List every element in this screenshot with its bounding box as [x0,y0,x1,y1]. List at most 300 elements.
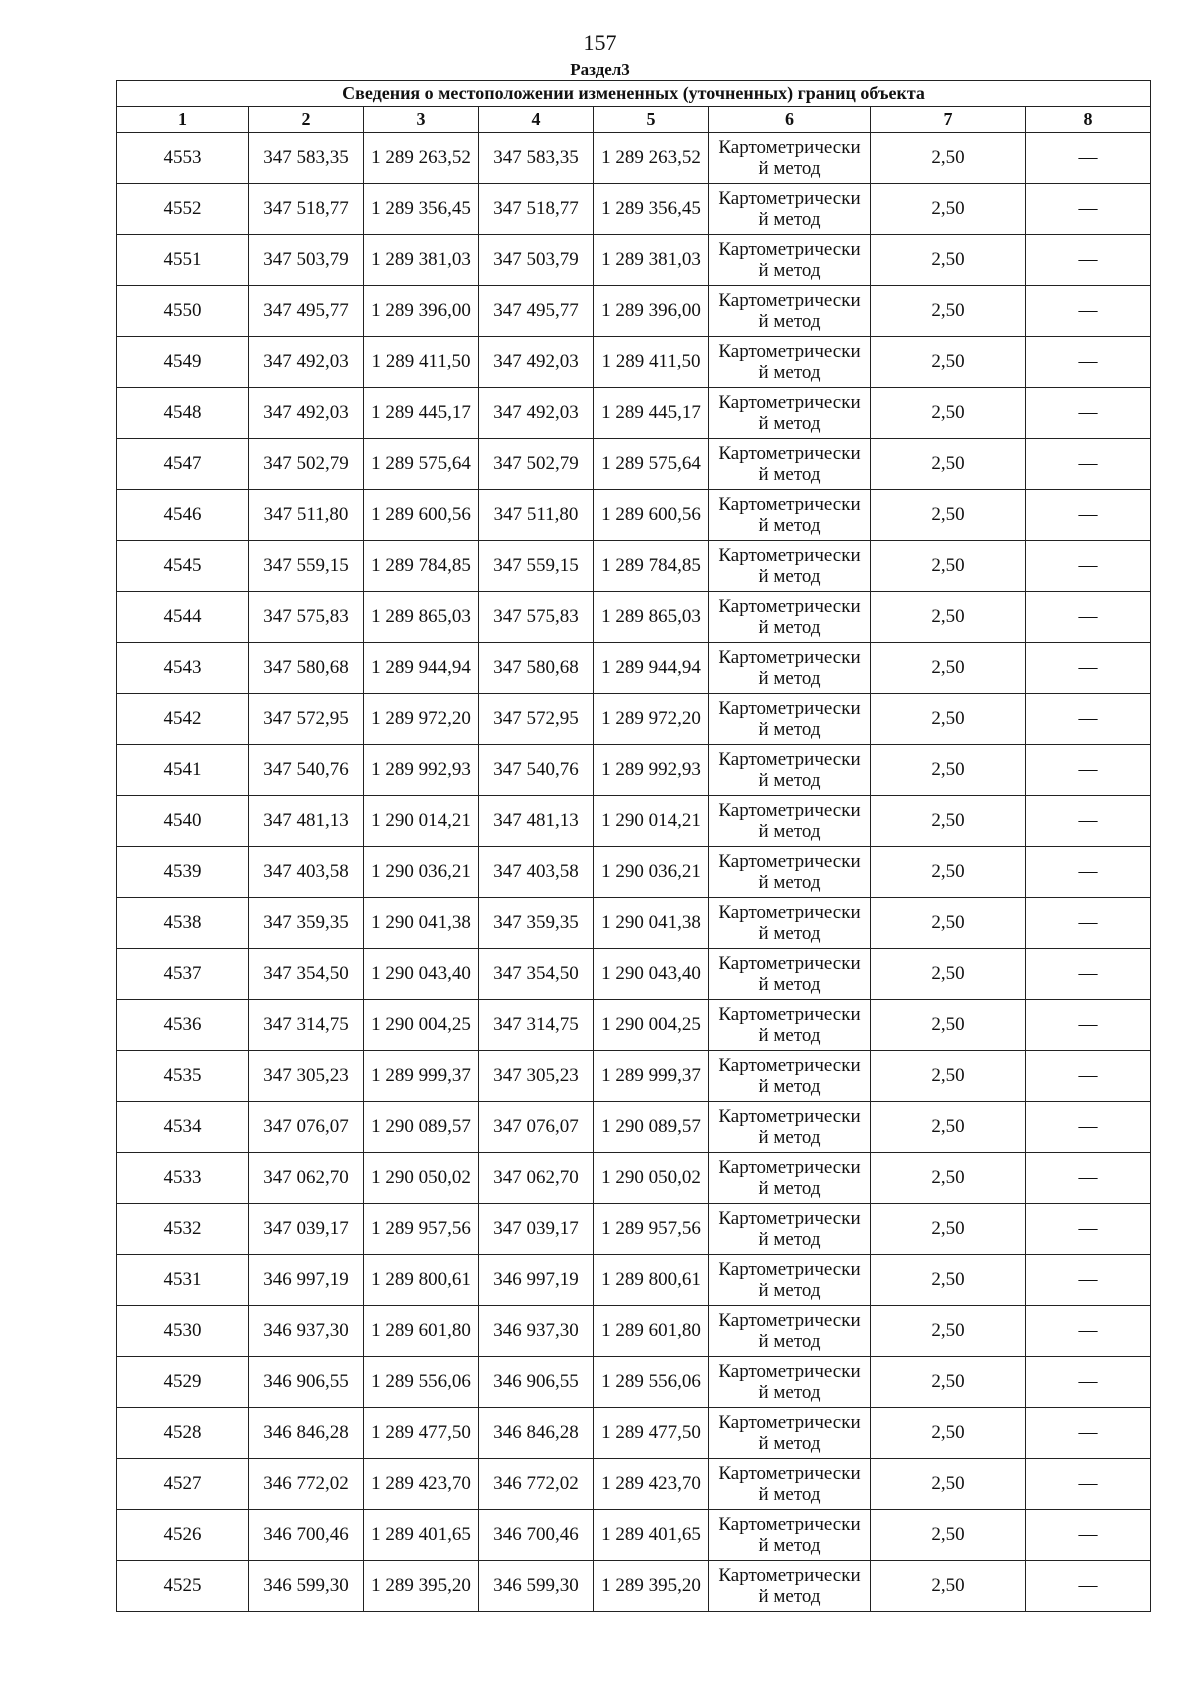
method-text: й метод [758,311,821,332]
table-row [117,439,1151,490]
method-cell [709,1510,871,1561]
method-text: Картометрически [718,1310,861,1331]
note-cell: — [1026,388,1151,439]
accuracy-cell: 2,50 [871,235,1026,286]
coord-x-new-cell: 347 354,50 [479,949,594,1000]
coord-x-new-cell: 346 937,30 [479,1306,594,1357]
point-number-cell: 4536 [117,1000,249,1051]
coord-x-existing-cell: 346 599,30 [249,1561,364,1612]
coord-y-existing-cell: 1 289 601,80 [364,1306,479,1357]
method-cell [709,286,871,337]
point-number-cell: 4535 [117,1051,249,1102]
coord-y-existing-cell: 1 289 445,17 [364,388,479,439]
coord-y-new-cell: 1 290 041,38 [594,898,709,949]
method-text: й метод [758,719,821,740]
coord-x-existing-cell: 347 511,80 [249,490,364,541]
method-cell [709,1357,871,1408]
point-number-cell: 4531 [117,1255,249,1306]
table-row [117,898,1151,949]
method-text: й метод [758,1433,821,1454]
point-number-cell: 4529 [117,1357,249,1408]
coord-y-new-cell: 1 290 043,40 [594,949,709,1000]
note-cell: — [1026,490,1151,541]
point-number-cell: 4548 [117,388,249,439]
coord-x-existing-cell: 347 492,03 [249,337,364,388]
method-text: Картометрически [718,1259,861,1280]
method-text: Картометрически [718,494,861,515]
coord-x-new-cell: 347 572,95 [479,694,594,745]
accuracy-cell: 2,50 [871,643,1026,694]
note-cell: — [1026,1561,1151,1612]
table-row [117,694,1151,745]
table-row [117,1255,1151,1306]
note-cell: — [1026,286,1151,337]
coord-x-new-cell: 347 039,17 [479,1204,594,1255]
point-number-cell: 4551 [117,235,249,286]
point-number-cell: 4534 [117,1102,249,1153]
coord-x-existing-cell: 347 354,50 [249,949,364,1000]
point-number-cell: 4553 [117,133,249,184]
table-row [117,1408,1151,1459]
note-cell: — [1026,133,1151,184]
method-text: Картометрически [718,749,861,770]
accuracy-cell: 2,50 [871,796,1026,847]
coord-x-new-cell: 346 906,55 [479,1357,594,1408]
coord-x-existing-cell: 347 492,03 [249,388,364,439]
coord-y-existing-cell: 1 290 043,40 [364,949,479,1000]
method-text: Картометрически [718,1106,861,1127]
coord-x-new-cell: 347 540,76 [479,745,594,796]
coord-x-existing-cell: 347 481,13 [249,796,364,847]
coord-x-new-cell: 346 997,19 [479,1255,594,1306]
method-cell [709,1459,871,1510]
note-cell: — [1026,1459,1151,1510]
coord-x-new-cell: 347 495,77 [479,286,594,337]
column-number-header: 3 [364,107,479,133]
method-cell [709,1000,871,1051]
coord-x-existing-cell: 346 997,19 [249,1255,364,1306]
coord-x-new-cell: 347 481,13 [479,796,594,847]
table-row [117,286,1151,337]
accuracy-cell: 2,50 [871,694,1026,745]
column-number-header: 5 [594,107,709,133]
coord-y-existing-cell: 1 289 784,85 [364,541,479,592]
column-number-header: 8 [1026,107,1151,133]
method-text: й метод [758,1586,821,1607]
method-cell [709,1255,871,1306]
column-number-header: 1 [117,107,249,133]
method-text: Картометрически [718,1157,861,1178]
method-cell [709,1204,871,1255]
coord-x-existing-cell: 346 846,28 [249,1408,364,1459]
accuracy-cell: 2,50 [871,490,1026,541]
coord-y-new-cell: 1 289 944,94 [594,643,709,694]
table-row [117,745,1151,796]
method-text: й метод [758,1382,821,1403]
coord-y-new-cell: 1 289 395,20 [594,1561,709,1612]
point-number-cell: 4538 [117,898,249,949]
table-row [117,541,1151,592]
method-text: Картометрически [718,902,861,923]
point-number-cell: 4530 [117,1306,249,1357]
section-title: Раздел3 [570,60,630,79]
coord-x-new-cell: 347 583,35 [479,133,594,184]
coord-y-new-cell: 1 289 600,56 [594,490,709,541]
coord-y-new-cell: 1 290 004,25 [594,1000,709,1051]
method-text: Картометрически [718,1463,861,1484]
method-cell [709,133,871,184]
method-text: й метод [758,1280,821,1301]
coord-y-existing-cell: 1 289 800,61 [364,1255,479,1306]
accuracy-cell: 2,50 [871,1306,1026,1357]
note-cell: — [1026,898,1151,949]
accuracy-cell: 2,50 [871,949,1026,1000]
coord-x-existing-cell: 347 583,35 [249,133,364,184]
method-text: Картометрически [718,341,861,362]
table-row [117,1459,1151,1510]
coord-y-new-cell: 1 290 089,57 [594,1102,709,1153]
table-row [117,1357,1151,1408]
method-text: й метод [758,566,821,587]
method-text: Картометрически [718,647,861,668]
note-cell: — [1026,184,1151,235]
point-number-cell: 4540 [117,796,249,847]
coord-y-new-cell: 1 289 396,00 [594,286,709,337]
coord-y-new-cell: 1 289 972,20 [594,694,709,745]
method-text: Картометрически [718,392,861,413]
note-cell: — [1026,1408,1151,1459]
coord-x-new-cell: 347 359,35 [479,898,594,949]
note-cell: — [1026,796,1151,847]
coord-y-new-cell: 1 289 381,03 [594,235,709,286]
note-cell: — [1026,1357,1151,1408]
method-text: й метод [758,209,821,230]
method-cell [709,541,871,592]
note-cell: — [1026,1051,1151,1102]
coord-y-new-cell: 1 289 957,56 [594,1204,709,1255]
coord-y-existing-cell: 1 290 050,02 [364,1153,479,1204]
coord-y-existing-cell: 1 289 401,65 [364,1510,479,1561]
method-text: Картометрически [718,800,861,821]
coord-y-new-cell: 1 289 556,06 [594,1357,709,1408]
coord-x-existing-cell: 347 575,83 [249,592,364,643]
accuracy-cell: 2,50 [871,1051,1026,1102]
method-text: й метод [758,515,821,536]
method-text: й метод [758,974,821,995]
coord-y-existing-cell: 1 289 992,93 [364,745,479,796]
table-row [117,592,1151,643]
method-text: й метод [758,872,821,893]
method-text: Картометрически [718,1412,861,1433]
coord-y-new-cell: 1 289 445,17 [594,388,709,439]
method-cell [709,439,871,490]
point-number-cell: 4545 [117,541,249,592]
coord-y-new-cell: 1 289 477,50 [594,1408,709,1459]
accuracy-cell: 2,50 [871,898,1026,949]
note-cell: — [1026,1510,1151,1561]
method-cell [709,235,871,286]
accuracy-cell: 2,50 [871,286,1026,337]
note-cell: — [1026,949,1151,1000]
method-text: й метод [758,260,821,281]
method-text: й метод [758,668,821,689]
method-text: Картометрически [718,1004,861,1025]
table-row [117,1153,1151,1204]
coord-x-existing-cell: 347 076,07 [249,1102,364,1153]
coord-y-new-cell: 1 290 036,21 [594,847,709,898]
method-text: Картометрически [718,953,861,974]
coord-y-existing-cell: 1 289 972,20 [364,694,479,745]
table-row [117,133,1151,184]
accuracy-cell: 2,50 [871,1255,1026,1306]
coord-y-existing-cell: 1 290 089,57 [364,1102,479,1153]
column-number-header: 7 [871,107,1026,133]
coord-y-existing-cell: 1 289 396,00 [364,286,479,337]
coord-y-new-cell: 1 289 423,70 [594,1459,709,1510]
note-cell: — [1026,1102,1151,1153]
point-number-cell: 4550 [117,286,249,337]
coord-y-existing-cell: 1 289 395,20 [364,1561,479,1612]
note-cell: — [1026,541,1151,592]
coord-y-existing-cell: 1 289 411,50 [364,337,479,388]
coord-y-existing-cell: 1 289 865,03 [364,592,479,643]
table-caption: Сведения о местоположении измененных (уточненных) границ объекта [117,81,1151,107]
coord-y-existing-cell: 1 289 477,50 [364,1408,479,1459]
note-cell: — [1026,1153,1151,1204]
accuracy-cell: 2,50 [871,133,1026,184]
method-text: Картометрически [718,545,861,566]
note-cell: — [1026,1204,1151,1255]
table-row [117,388,1151,439]
coord-x-new-cell: 347 062,70 [479,1153,594,1204]
point-number-cell: 4547 [117,439,249,490]
accuracy-cell: 2,50 [871,1510,1026,1561]
column-number-header: 4 [479,107,594,133]
accuracy-cell: 2,50 [871,439,1026,490]
method-text: й метод [758,770,821,791]
coord-y-existing-cell: 1 289 999,37 [364,1051,479,1102]
coord-y-new-cell: 1 290 014,21 [594,796,709,847]
point-number-cell: 4546 [117,490,249,541]
coord-y-existing-cell: 1 289 263,52 [364,133,479,184]
coord-x-new-cell: 347 314,75 [479,1000,594,1051]
note-cell: — [1026,1306,1151,1357]
coord-y-new-cell: 1 289 601,80 [594,1306,709,1357]
method-text: й метод [758,1484,821,1505]
accuracy-cell: 2,50 [871,1153,1026,1204]
note-cell: — [1026,745,1151,796]
coord-x-new-cell: 347 492,03 [479,337,594,388]
coord-x-existing-cell: 347 314,75 [249,1000,364,1051]
column-number-header: 2 [249,107,364,133]
coord-x-new-cell: 347 503,79 [479,235,594,286]
coord-x-existing-cell: 347 572,95 [249,694,364,745]
coord-x-existing-cell: 347 518,77 [249,184,364,235]
accuracy-cell: 2,50 [871,1204,1026,1255]
coord-x-existing-cell: 346 700,46 [249,1510,364,1561]
coord-y-new-cell: 1 289 865,03 [594,592,709,643]
method-cell [709,1051,871,1102]
method-cell [709,643,871,694]
method-text: Картометрически [718,188,861,209]
table-row [117,235,1151,286]
method-cell [709,1408,871,1459]
method-cell [709,490,871,541]
coord-y-new-cell: 1 289 800,61 [594,1255,709,1306]
coord-x-existing-cell: 346 937,30 [249,1306,364,1357]
method-cell [709,184,871,235]
method-text: й метод [758,821,821,842]
method-cell [709,898,871,949]
coord-y-existing-cell: 1 290 014,21 [364,796,479,847]
coord-x-existing-cell: 346 772,02 [249,1459,364,1510]
coord-x-existing-cell: 347 359,35 [249,898,364,949]
note-cell: — [1026,337,1151,388]
coord-y-new-cell: 1 290 050,02 [594,1153,709,1204]
method-cell [709,694,871,745]
method-text: Картометрически [718,1565,861,1586]
method-text: Картометрически [718,1208,861,1229]
coord-x-new-cell: 347 492,03 [479,388,594,439]
method-text: Картометрически [718,851,861,872]
accuracy-cell: 2,50 [871,847,1026,898]
method-text: й метод [758,617,821,638]
coord-x-existing-cell: 347 540,76 [249,745,364,796]
accuracy-cell: 2,50 [871,745,1026,796]
point-number-cell: 4526 [117,1510,249,1561]
table-row [117,796,1151,847]
method-text: й метод [758,1535,821,1556]
coord-x-existing-cell: 347 039,17 [249,1204,364,1255]
coord-x-new-cell: 346 599,30 [479,1561,594,1612]
note-cell: — [1026,1000,1151,1051]
method-text: Картометрически [718,1361,861,1382]
coord-y-existing-cell: 1 289 575,64 [364,439,479,490]
coord-x-new-cell: 347 511,80 [479,490,594,541]
method-text: Картометрически [718,698,861,719]
method-cell [709,1306,871,1357]
point-number-cell: 4528 [117,1408,249,1459]
note-cell: — [1026,643,1151,694]
accuracy-cell: 2,50 [871,1000,1026,1051]
coord-x-new-cell: 347 575,83 [479,592,594,643]
table-row [117,1000,1151,1051]
coord-y-existing-cell: 1 289 944,94 [364,643,479,694]
method-text: Картометрически [718,1055,861,1076]
method-cell [709,1102,871,1153]
method-text: й метод [758,1127,821,1148]
coord-x-new-cell: 347 559,15 [479,541,594,592]
coord-y-existing-cell: 1 290 041,38 [364,898,479,949]
coord-y-new-cell: 1 289 784,85 [594,541,709,592]
coord-x-existing-cell: 347 559,15 [249,541,364,592]
accuracy-cell: 2,50 [871,541,1026,592]
table-row [117,337,1151,388]
table-row [117,1561,1151,1612]
coord-y-existing-cell: 1 289 381,03 [364,235,479,286]
accuracy-cell: 2,50 [871,337,1026,388]
method-text: й метод [758,464,821,485]
coord-x-new-cell: 347 518,77 [479,184,594,235]
method-cell [709,847,871,898]
coord-y-existing-cell: 1 289 356,45 [364,184,479,235]
method-text: й метод [758,362,821,383]
method-text: й метод [758,413,821,434]
method-text: Картометрически [718,239,861,260]
table-row [117,847,1151,898]
method-text: й метод [758,158,821,179]
method-cell [709,796,871,847]
method-text: й метод [758,1331,821,1352]
coord-y-new-cell: 1 289 263,52 [594,133,709,184]
method-cell [709,337,871,388]
coord-y-existing-cell: 1 289 957,56 [364,1204,479,1255]
table-row [117,1102,1151,1153]
coord-x-new-cell: 346 846,28 [479,1408,594,1459]
coord-x-existing-cell: 347 503,79 [249,235,364,286]
coord-x-existing-cell: 347 062,70 [249,1153,364,1204]
point-number-cell: 4544 [117,592,249,643]
coord-x-existing-cell: 347 495,77 [249,286,364,337]
coord-y-existing-cell: 1 290 036,21 [364,847,479,898]
table-row [117,490,1151,541]
coord-y-new-cell: 1 289 356,45 [594,184,709,235]
point-number-cell: 4539 [117,847,249,898]
accuracy-cell: 2,50 [871,1561,1026,1612]
accuracy-cell: 2,50 [871,1408,1026,1459]
method-text: Картометрически [718,443,861,464]
coord-x-existing-cell: 347 580,68 [249,643,364,694]
table-row [117,184,1151,235]
accuracy-cell: 2,50 [871,388,1026,439]
method-text: й метод [758,1076,821,1097]
point-number-cell: 4541 [117,745,249,796]
coordinates-table [116,80,1151,1612]
method-cell [709,1561,871,1612]
accuracy-cell: 2,50 [871,1459,1026,1510]
table-row [117,643,1151,694]
point-number-cell: 4532 [117,1204,249,1255]
coord-x-new-cell: 347 502,79 [479,439,594,490]
method-text: Картометрически [718,1514,861,1535]
method-cell [709,745,871,796]
coord-x-existing-cell: 346 906,55 [249,1357,364,1408]
table-row [117,949,1151,1000]
coord-y-new-cell: 1 289 401,65 [594,1510,709,1561]
table-row [117,1051,1151,1102]
coord-x-new-cell: 347 305,23 [479,1051,594,1102]
method-text: й метод [758,1025,821,1046]
point-number-cell: 4527 [117,1459,249,1510]
page-number: 157 [583,30,617,55]
point-number-cell: 4552 [117,184,249,235]
note-cell: — [1026,235,1151,286]
table-row [117,1204,1151,1255]
coord-y-existing-cell: 1 290 004,25 [364,1000,479,1051]
point-number-cell: 4525 [117,1561,249,1612]
table-row [117,1306,1151,1357]
method-cell [709,949,871,1000]
note-cell: — [1026,592,1151,643]
coord-x-new-cell: 347 076,07 [479,1102,594,1153]
note-cell: — [1026,1255,1151,1306]
method-text: Картометрически [718,137,861,158]
note-cell: — [1026,694,1151,745]
coord-y-new-cell: 1 289 411,50 [594,337,709,388]
method-text: й метод [758,923,821,944]
coord-x-new-cell: 347 403,58 [479,847,594,898]
accuracy-cell: 2,50 [871,1357,1026,1408]
